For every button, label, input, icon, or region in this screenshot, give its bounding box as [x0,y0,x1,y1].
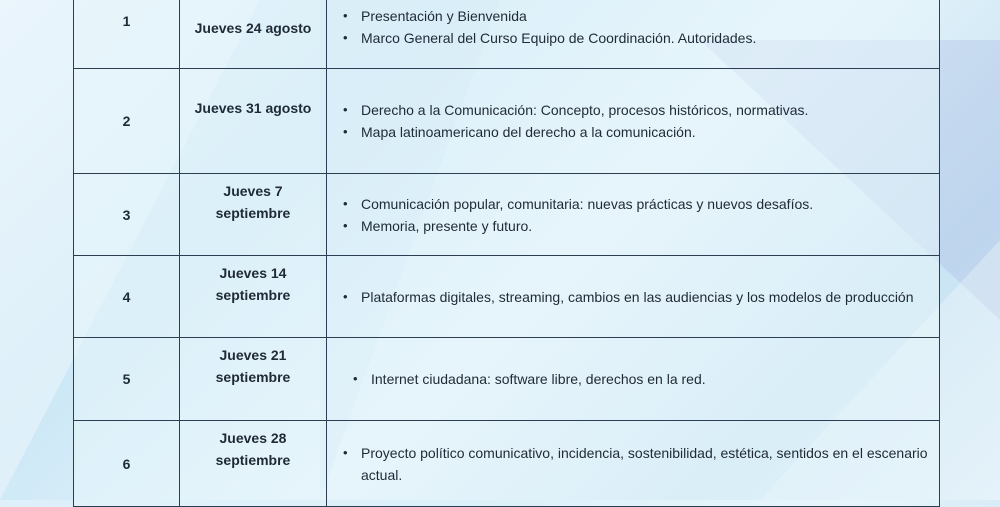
session-date-line1: Jueves 14 [219,265,287,281]
session-topics [327,174,940,256]
topic-item: • Proyecto político comunicativo, incidencia, sostenibilidad, estética, sentidos en el escenario actual. [361,442,929,486]
table-row [74,174,940,256]
session-number: 2 [74,69,180,174]
table-row [74,421,940,507]
session-date-line2: septiembre [215,369,291,385]
session-date-line2: septiembre [215,205,291,221]
session-date-line1: Jueves 21 [219,347,287,363]
topic-item: • Memoria, presente y futuro. [361,215,929,237]
session-date [180,256,327,338]
session-number: 3 [74,174,180,256]
table-row [74,0,940,69]
topic-item: • Mapa latinoamericano del derecho a la comunicación. [361,121,929,143]
table-row [74,69,940,174]
schedule-table [73,0,940,507]
topic-item: • Marco General del Curso Equipo de Coordinación. Autoridades. [361,27,929,49]
topic-item: • Plataformas digitales, streaming, cambios en las audiencias y los modelos de producción [361,286,929,308]
session-number: 4 [74,256,180,338]
topic-item: • Presentación y Bienvenida [361,5,929,27]
session-date-line1: Jueves 24 agosto [194,20,312,36]
session-date [180,69,327,174]
session-date-line2: septiembre [215,452,291,468]
session-topics [327,338,940,421]
session-topics [327,69,940,174]
session-number: 5 [74,338,180,421]
topic-item: • Comunicación popular, comunitaria: nuevas prácticas y nuevos desafíos. [361,193,929,215]
session-number: 6 [74,421,180,507]
session-topics [327,0,940,69]
session-topics [327,256,940,338]
session-date [180,0,327,69]
session-date [180,421,327,507]
session-date-line1: Jueves 28 [219,430,287,446]
table-row [74,256,940,338]
session-date-line1: Jueves 31 agosto [194,100,312,116]
session-date [180,174,327,256]
table-row [74,338,940,421]
topic-item: • Internet ciudadana: software libre, derechos en la red. [371,368,929,390]
session-number: 1 [74,0,180,69]
session-date-line1: Jueves 7 [223,183,283,199]
topic-item: • Derecho a la Comunicación: Concepto, procesos históricos, normativas. [361,99,929,121]
session-topics [327,421,940,507]
session-date [180,338,327,421]
session-date-line2: septiembre [215,287,291,303]
